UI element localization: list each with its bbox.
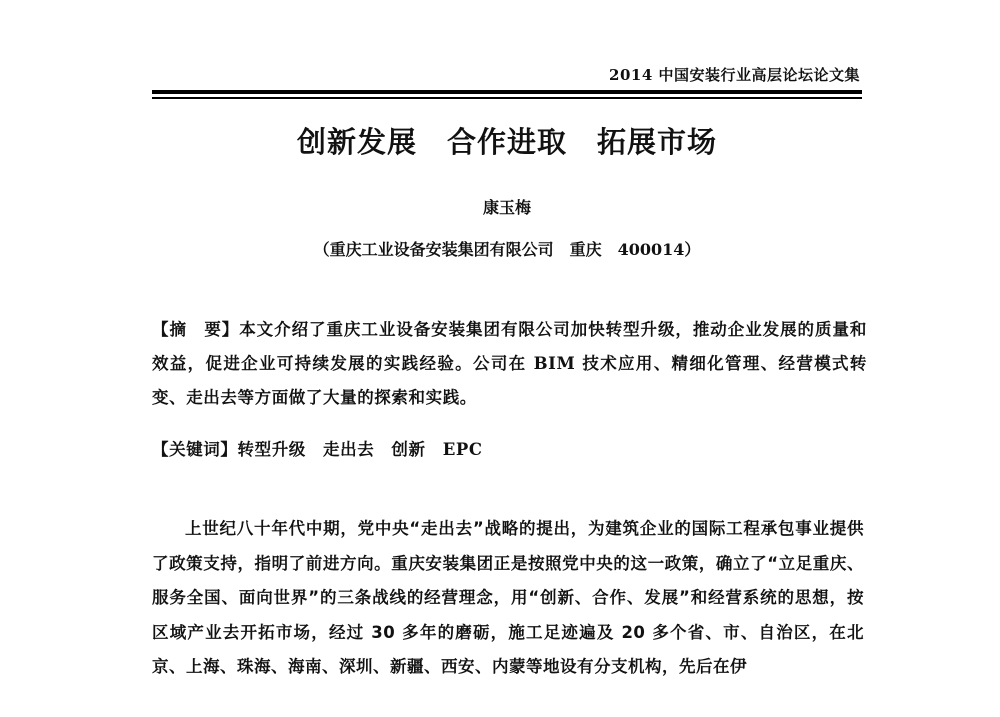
article-title: 创新发展 合作进取 拓展市场 bbox=[296, 125, 717, 159]
header-rule-thin bbox=[152, 97, 862, 99]
running-header: 2014 中国安装行业高层论坛论文集 bbox=[609, 66, 860, 84]
keywords-line: 【关键词】转型升级 走出去 创新 EPC bbox=[152, 440, 483, 459]
article-affiliation: （重庆工业设备安装集团有限公司 重庆 400014） bbox=[313, 240, 701, 259]
article-author: 康玉梅 bbox=[482, 198, 531, 217]
abstract-paragraph: 【摘 要】本文介绍了重庆工业设备安装集团有限公司加快转型升级，推动企业发展的质量和效益，促进企业可持续发展的实践经验。公司在 BIM 技术应用、精细化管理、经营模式转变、走出去等方面做了大量的探索和实践。 bbox=[152, 320, 867, 407]
header-rule-thick bbox=[152, 90, 862, 94]
body-paragraph: 上世纪八十年代中期，党中央“走出去”战略的提出，为建筑企业的国际工程承包事业提供了政策支持，指明了前进方向。重庆安装集团正是按照党中央的这一政策，确立了“立足重庆、服务全国、面向世界”的三条战线的经营理念，用“创新、合作、发展”和经营系统的思想，按区域产业去开拓市场，经过 30 多年的磨砺，施工足迹遍及 20 多个省、市、自治区，在北京、上海、珠海、海南、深圳、新疆、西安、内蒙等地设有分支机构，先后在伊 bbox=[152, 519, 864, 676]
